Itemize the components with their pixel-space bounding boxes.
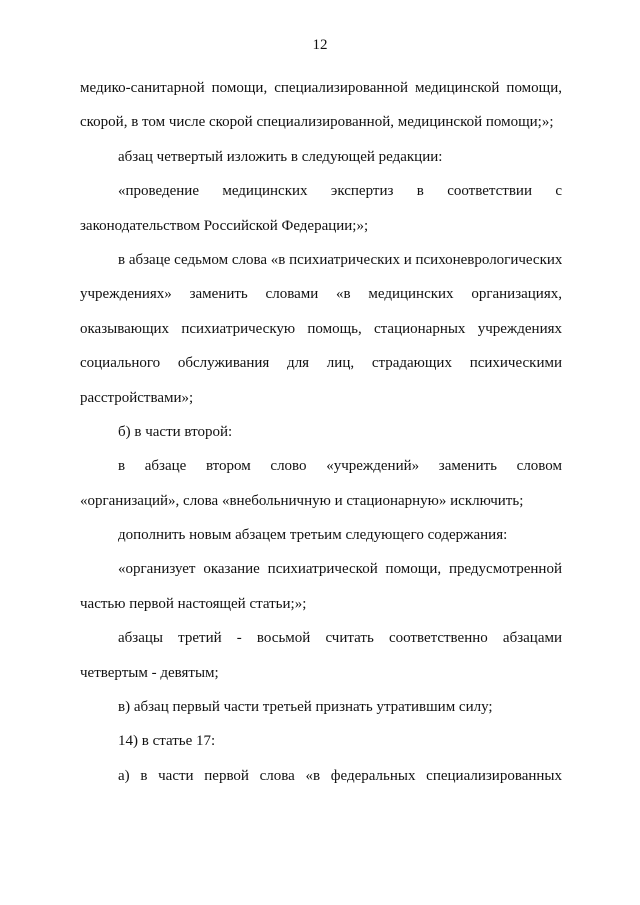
text-line: «организует оказание психиатрической помощи, предусмотренной <box>118 561 562 578</box>
text-line: оказывающих психиатрическую помощь, стационарных учреждениях <box>80 320 562 337</box>
text-line: «организаций», слова «внебольничную и стационарную» исключить; <box>80 492 524 509</box>
text-line: дополнить новым абзацем третьим следующего содержания: <box>118 527 508 544</box>
text-line: учреждениях» заменить словами «в медицинских организациях, <box>80 286 562 303</box>
text-line: абзац четвертый изложить в следующей редакции: <box>118 148 443 165</box>
text-line: в абзаце седьмом слова «в психиатрических и психоневрологических <box>118 251 562 268</box>
text-line: «проведение медицинских экспертиз в соответствии с <box>118 183 562 200</box>
text-line: медико-санитарной помощи, специализированной медицинской помощи, <box>80 80 562 96</box>
text-line: в) абзац первый части третьей признать утратившим силу; <box>118 699 493 716</box>
text-line: а) в части первой слова «в федеральных специализированных <box>118 767 562 784</box>
document-body <box>80 71 562 793</box>
text-line: социального обслуживания для лиц, страдающих психическими <box>80 355 562 372</box>
text-line: б) в части второй: <box>118 423 233 440</box>
text-line: 14) в статье 17: <box>118 733 216 750</box>
text-line: четвертым - девятым; <box>80 664 219 681</box>
text-line: частью первой настоящей статьи;»; <box>80 595 307 612</box>
text-line: расстройствами»; <box>80 389 194 406</box>
text-line: абзацы третий - восьмой считать соответственно абзацами <box>118 630 562 647</box>
text-line: законодательством Российской Федерации;»; <box>80 217 369 234</box>
text-line: скорой, в том числе скорой специализированной, медицинской помощи;»; <box>80 114 554 131</box>
text-line: в абзаце втором слово «учреждений» заменить словом <box>118 458 562 475</box>
page-number: 12 <box>312 37 328 53</box>
